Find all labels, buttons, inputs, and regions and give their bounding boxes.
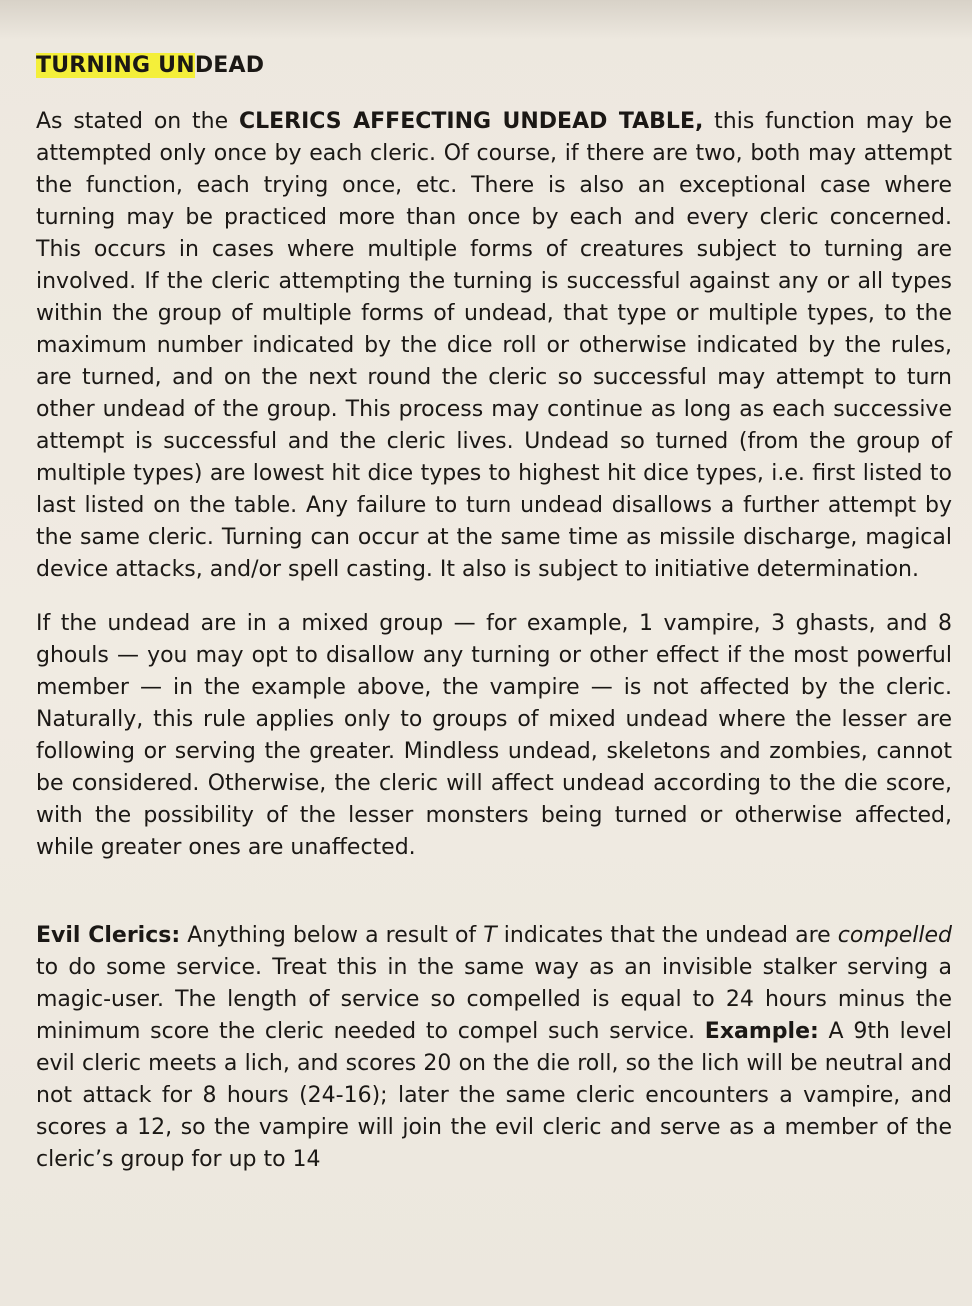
paragraph-evil-clerics	[36, 920, 952, 1176]
para3-text-c: to do some service. Treat this in the same way as an invisible stalker serving a magic-user. The length of service so compelled is equal to 24 hours minus the minimum score the cleric needed to compel such service.	[36, 955, 952, 1044]
paragraph-mixed-group	[36, 608, 952, 864]
para3-text-d: A 9th level evil cleric meets a lich, and scores 20 on the die roll, so the lich will be neutral and not attack for 8 hours (24-16); later the same cleric encounters a vampire, and scores a 12, so the vampire will join the evil cleric and serve as a member of the cleric’s group for up to 14	[36, 1019, 952, 1172]
para1-body: this function may be attempted only once by each cleric. Of course, if there are two, both may attempt the function, each trying once, etc. There is also an exceptional case where turning may be practiced more than once by each and every cleric concerned. This occurs in cases where multiple forms of creatures subject to turning are involved. If the cleric attempting the turning is successful against any or all types within the group of multiple forms of undead, that type or multiple types, to the maximum number indicated by the dice roll or otherwise indicated by the rules, are turned, and on the next round the cleric so successful may attempt to turn other undead of the group. This process may continue as long as each successive attempt is successful and the cleric lives. Undead so turned (from the group of multiple types) are lowest hit dice types to highest hit dice types, i.e. first listed to last listed on the table. Any failure to turn undead disallows a further attempt by the same cleric. Turning can occur at the same time as missile discharge, magical device attacks, and/or spell casting. It also is subject to initiative determination.	[36, 109, 953, 582]
table-reference: CLERICS AFFECTING UNDEAD TABLE,	[238, 109, 704, 134]
heading-rest: DEAD	[194, 53, 265, 78]
example-label: Example:	[704, 1019, 819, 1044]
para3-text-a: Anything below a result of	[180, 923, 484, 948]
section-heading	[36, 50, 952, 82]
para1-lead: As stated on the	[36, 109, 239, 134]
compelled-word: compelled	[837, 923, 952, 948]
top-bleed-through	[0, 0, 972, 40]
page-content	[36, 50, 952, 1176]
paragraph-turning-rules	[36, 106, 952, 586]
evil-clerics-label: Evil Clerics:	[36, 923, 181, 948]
para2-text: If the undead are in a mixed group — for example, 1 vampire, 3 ghasts, and 8 ghouls — you may opt to disallow any turning or other effect if the most powerful member — in the example above, the vampire — is not affected by the cleric. Naturally, this rule applies only to groups of mixed undead where the lesser are following or serving the greater. Mindless undead, skeletons and zombies, cannot be considered. Otherwise, the cleric will affect undead according to the die score, with the possibility of the lesser monsters being turned or otherwise affected, while greater ones are unaffected.	[36, 611, 952, 860]
heading-highlight: TURNING UN	[36, 53, 195, 78]
para3-text-b: indicates that the undead are	[496, 923, 838, 948]
result-letter-t: T	[483, 923, 497, 948]
